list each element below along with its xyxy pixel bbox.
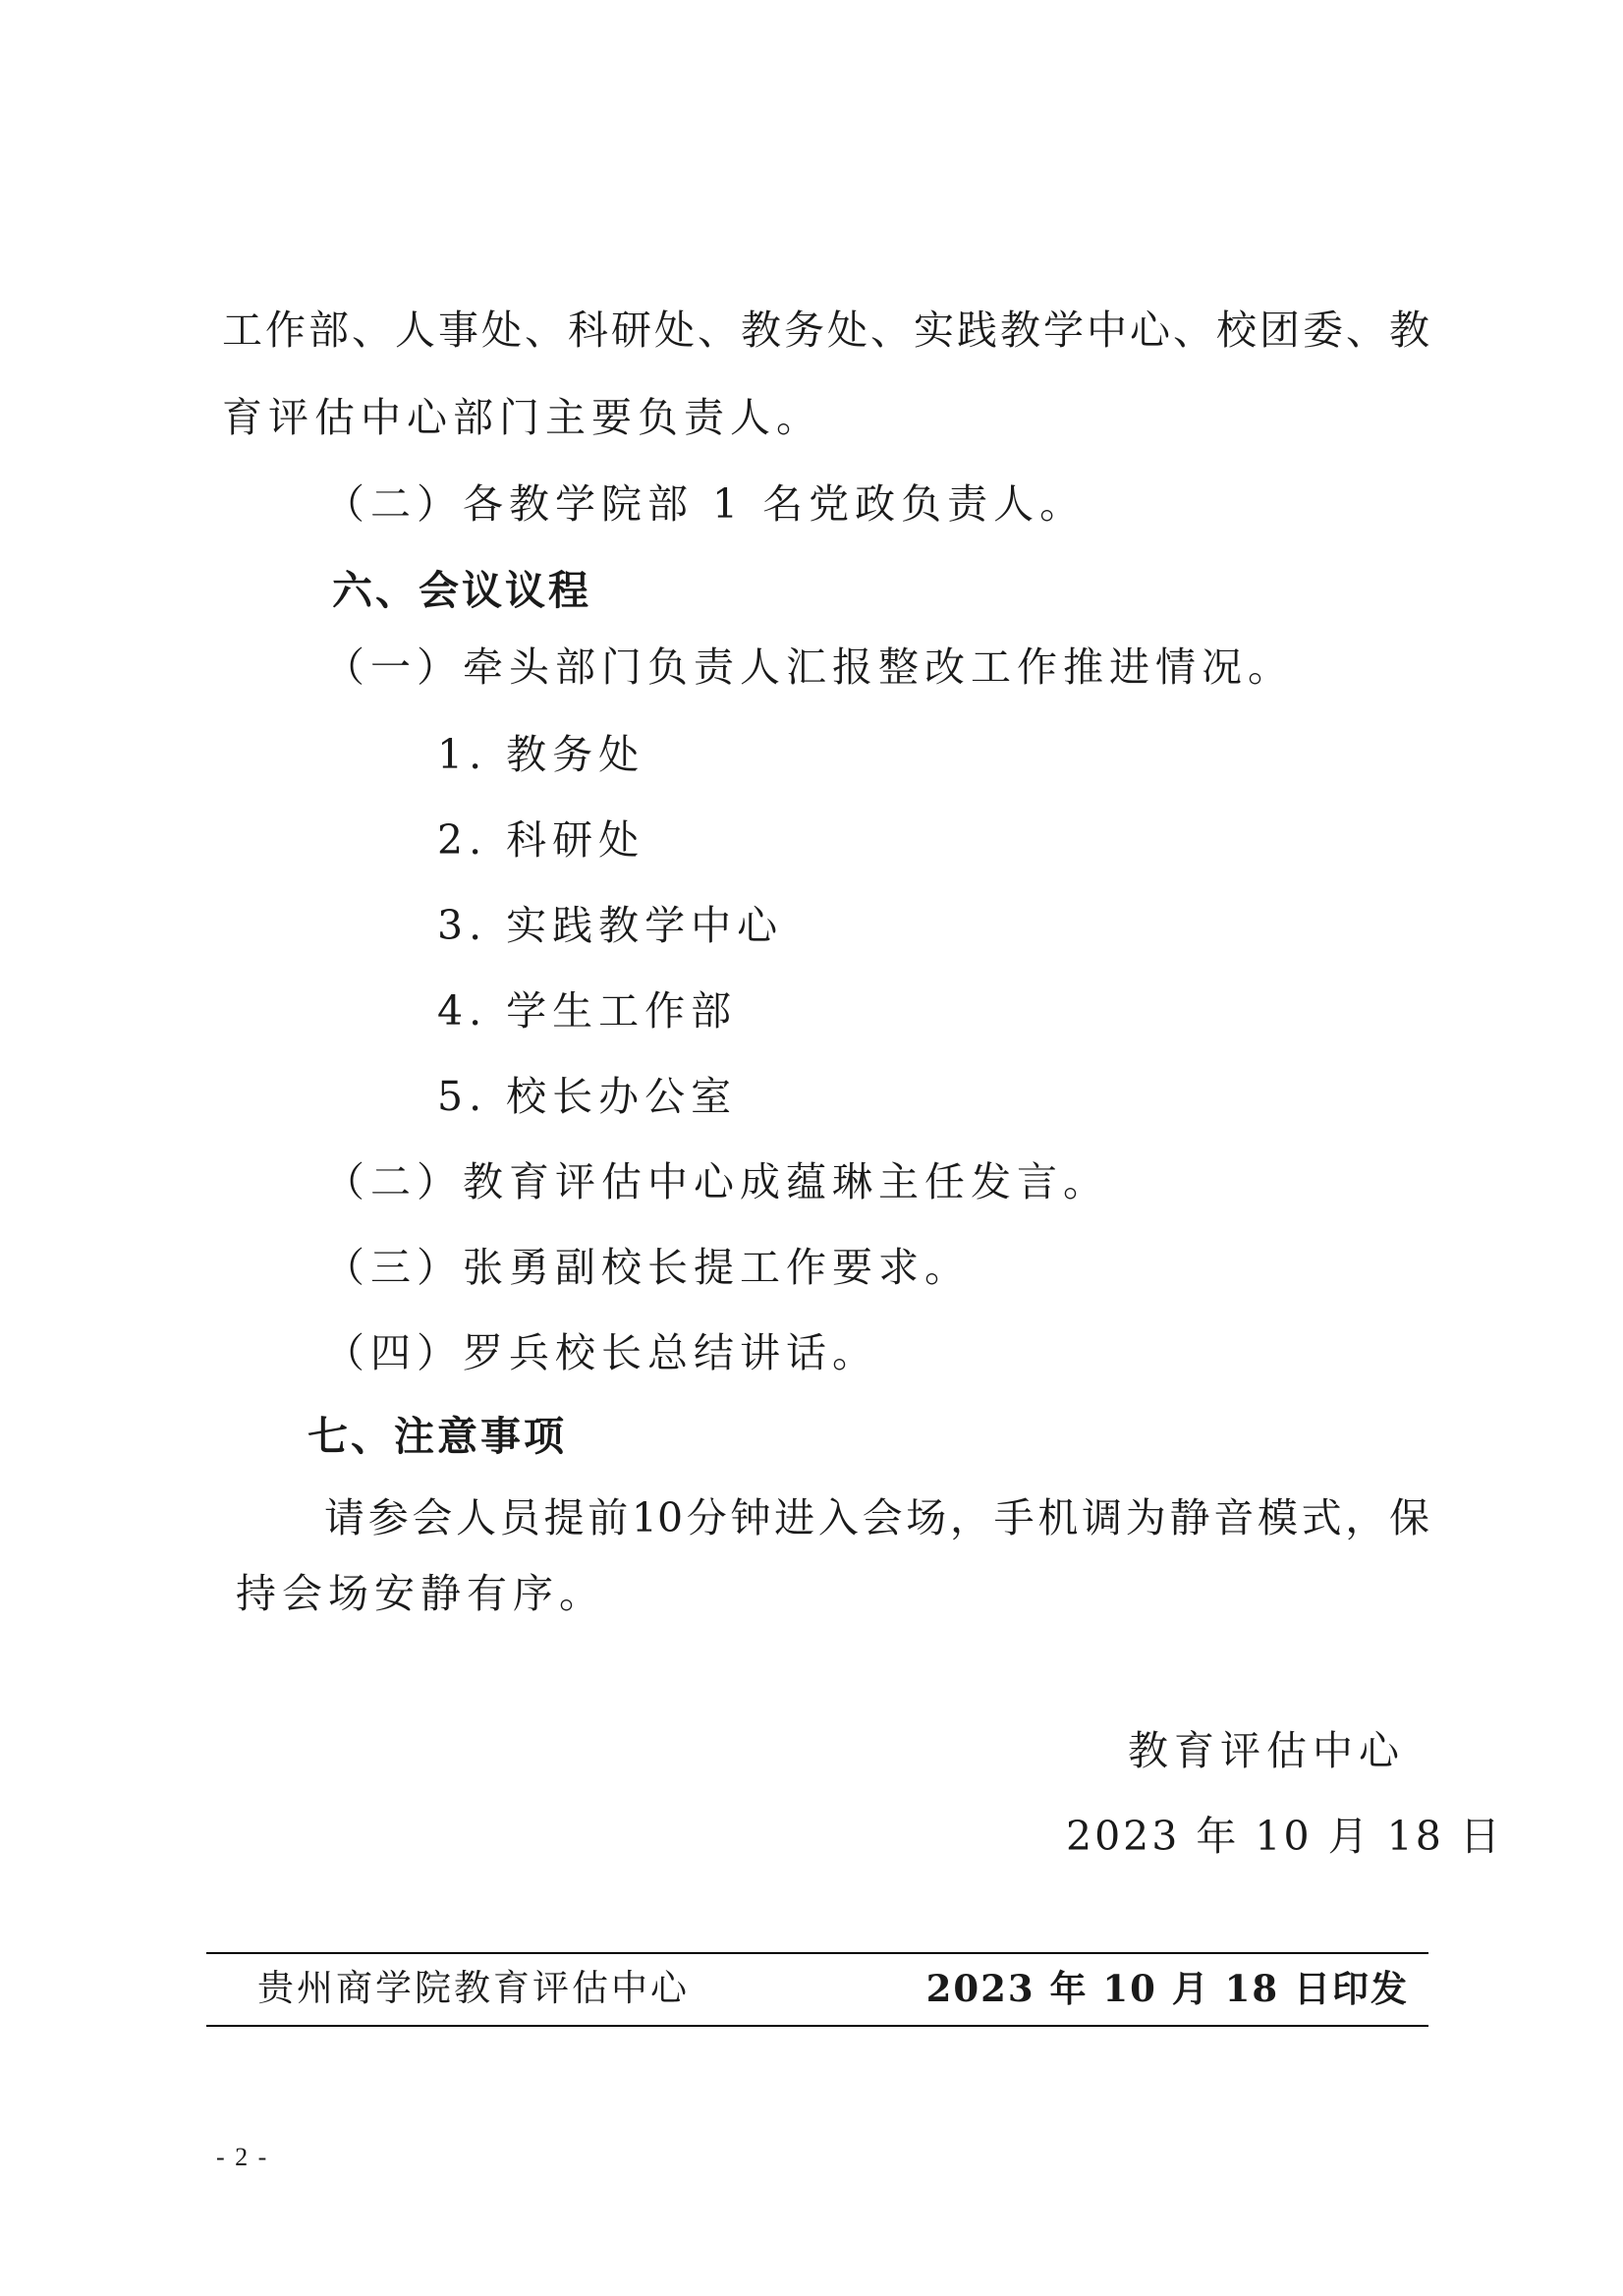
agenda-subitem-5: 5. 校长办公室 (437, 1073, 738, 1120)
agenda-item-3: （三）张勇副校长提工作要求。 (324, 1244, 971, 1291)
body-line-1: 工作部、人事处、科研处、教务处、实践教学中心、校团委、教 (222, 307, 1429, 354)
notice-line-2: 持会场安静有序。 (236, 1570, 605, 1617)
body-line-2: 育评估中心部门主要负责人。 (222, 394, 822, 441)
notice-line-1: 请参会人员提前10分钟进入会场，手机调为静音模式，保 (324, 1494, 1429, 1541)
footer-bottom-rule (206, 2025, 1428, 2027)
agenda-subitem-4: 4. 学生工作部 (437, 987, 738, 1035)
section-7-heading: 七、注意事项 (308, 1413, 567, 1460)
signature-date: 2023 年 10 月 18 日 (1066, 1813, 1503, 1860)
agenda-item-1: （一）牵头部门负责人汇报整改工作推进情况。 (324, 644, 1294, 691)
agenda-subitem-1: 1. 教务处 (437, 731, 645, 778)
agenda-subitem-3: 3. 实践教学中心 (437, 902, 784, 949)
footer-top-rule (206, 1952, 1428, 1954)
agenda-item-4: （四）罗兵校长总结讲话。 (324, 1329, 878, 1376)
footer-issuer: 贵州商学院教育评估中心 (257, 1967, 690, 2009)
signature-organization: 教育评估中心 (1128, 1727, 1405, 1774)
agenda-item-2: （二）教育评估中心成蕴琳主任发言。 (324, 1158, 1109, 1205)
footer-issue-date: 2023 年 10 月 18 日印发 (925, 1967, 1409, 2010)
page-number: - 2 - (216, 2143, 269, 2171)
agenda-subitem-2: 2. 科研处 (437, 816, 645, 864)
participants-item-2: （二）各教学院部 1 名党政负责人。 (324, 480, 1087, 528)
section-6-heading: 六、会议议程 (332, 567, 591, 614)
